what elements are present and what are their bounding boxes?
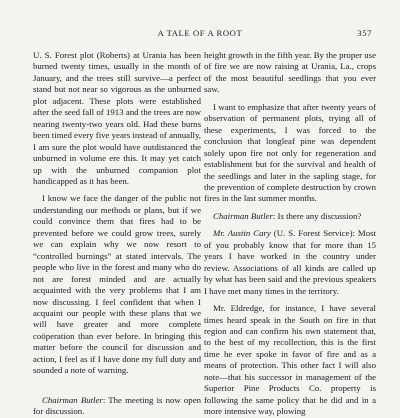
running-title: A TALE OF A ROOT <box>157 28 243 38</box>
paragraph-public-understanding: I know we face the danger of the public not understanding our methods or plans, but if we could convince them that fires had to be prevented before we could grow trees, surely we can explain why we now resort to “controlled burnings” at stated intervals. The people who live in the forest and many who do not are forest minded and are actually acquainted with the very problems that I am now discussing. I feel confident that when I acquaint our people with these plans that we will have greater and more complete coöperation than ever before. In bringing this matter before the council for discussion and action, I feel as if I have done my full duty and sounded a note of warning. <box>33 193 201 376</box>
paragraph-chairman-discussion <box>204 211 376 222</box>
paragraph-roberts-plot: U. S. Forest plot (Roberts) at Urania has been burned twenty times, usually in the month of January, and the trees still survive—a perfect stand but not near so vigorous as the unburned plot adjacent. These plots were established after the seed fall of 1913 and the trees are now nearing twenty-two years old. Had these burns been timed every five years instead of annually, I am sure the plot would have outdistanced the unburned in volume ere this. It may yet catch up with the unburned companion plot handicapped as it has been. <box>33 50 201 186</box>
left-column <box>33 50 201 418</box>
speaker-text: : Is there any discussion? <box>272 210 362 221</box>
running-header <box>0 28 400 40</box>
paragraph-austin-cary <box>204 228 376 297</box>
speaker-text: (U. S. Forest Service): Most of you probably know that for more than 15 years I have worked in the country under review. Associations of all kinds are called up by what has been said and the previous speakers I have met many times in the territory. <box>204 228 376 296</box>
speaker-text: : The meeting is now open for discussion. <box>33 394 201 417</box>
paragraph-emphasize: I want to emphasize that after twenty years of observation of permanent plots, trying all of these experiments, I was forced to the conclusion that longleaf pine was dependent solely upon fire not only for regeneration and establishment but for the survival and health of the seedlings and later in the sapling stage, for the prevention of complete destruction by crown fires in the last summer months. <box>204 101 376 204</box>
speaker-name: Mr. Austin Cary <box>213 228 271 239</box>
paragraph-eldredge: Mr. Eldredge, for instance, I have several times heard speak in the South on fire in that region and can confirm his own statement that, to the best of my recollection, this is the first time he ever spoke in favor of fire and as a means of protection. This other fact I will also note—that his successor in management of the Superior Pine Products Co. property is following the same policy that he did and in a more intensive way, plowing <box>204 303 376 417</box>
speaker-name: Chairman Butler <box>213 210 273 221</box>
paragraph-height-growth: height growth in the fifth year. By the proper use of fire we are now raising at Urania, La., crops of the most beautiful seedlings that you ever saw. <box>204 50 376 95</box>
right-column <box>204 50 376 418</box>
page-number: 357 <box>357 28 372 38</box>
paragraph-chairman-open <box>33 395 201 418</box>
speaker-name: Chairman Butler <box>42 394 103 405</box>
